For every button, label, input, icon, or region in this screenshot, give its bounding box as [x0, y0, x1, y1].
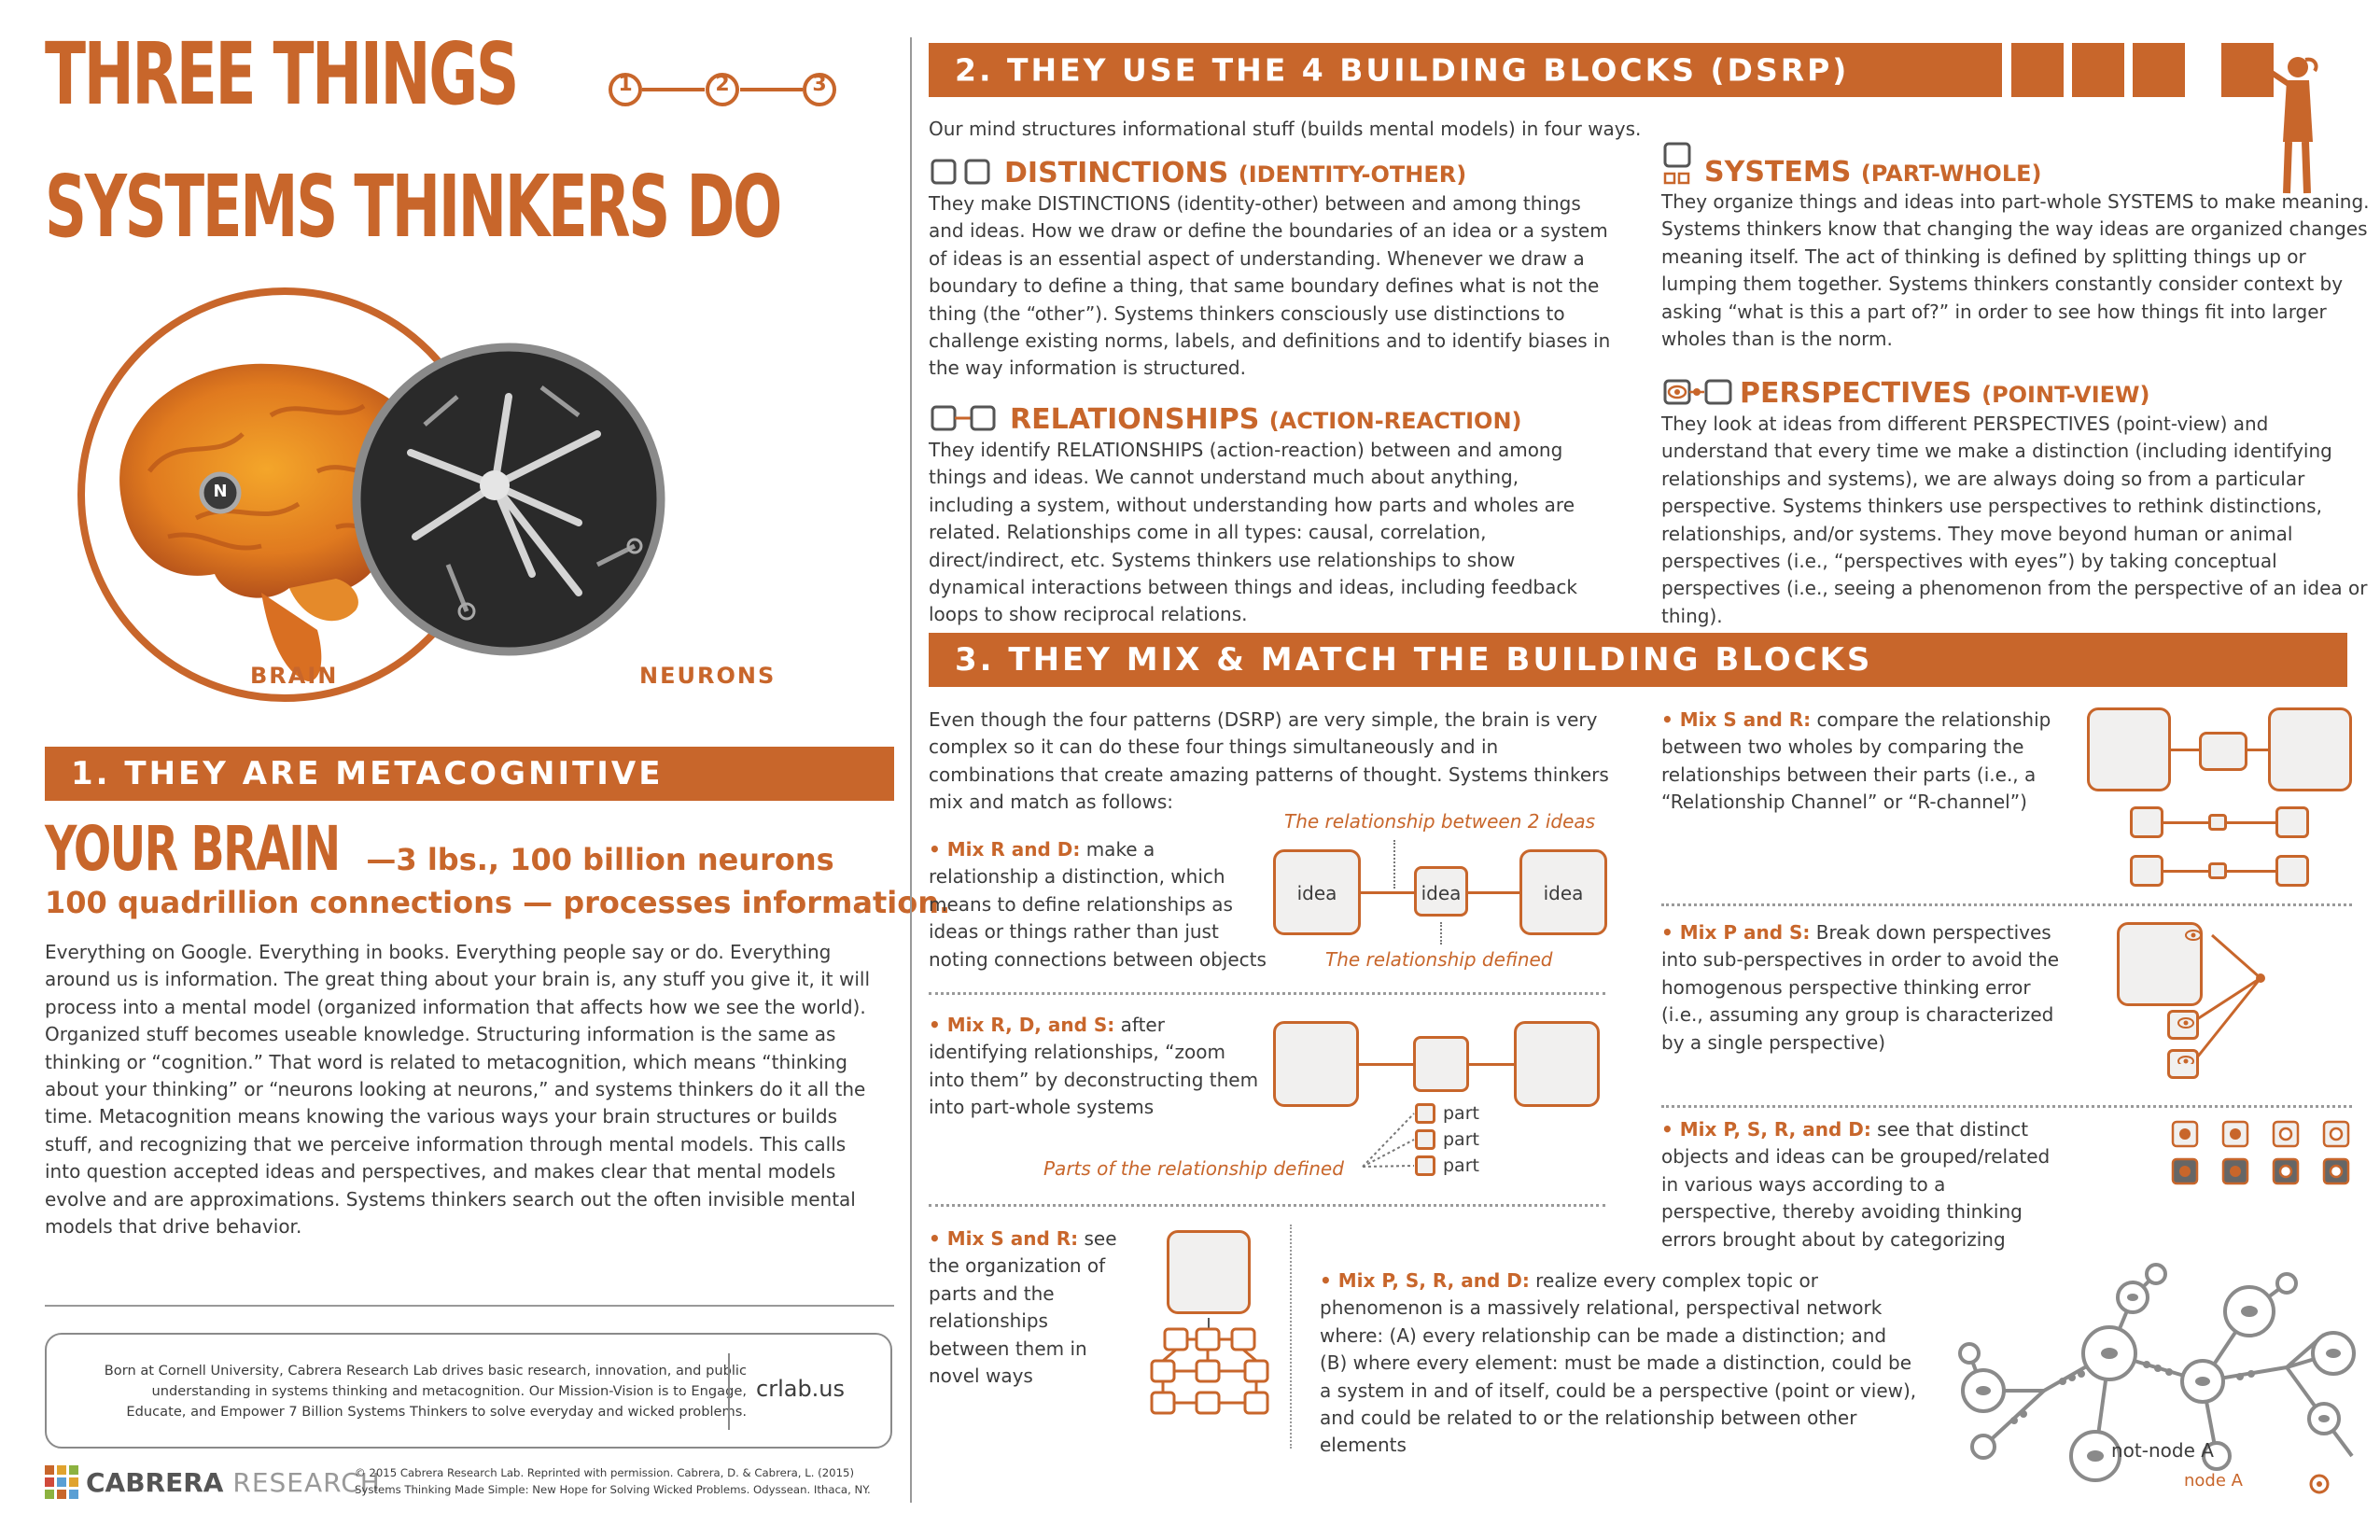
brain-label: BRAIN: [250, 663, 339, 689]
main-title-line1: THREE THINGS: [45, 24, 517, 124]
mix-rds-desc: after identifying relationships, “zoom into them” by deconstructing them into part-whole systems: [929, 1014, 1259, 1119]
rchannel-part-2b: [2275, 855, 2309, 887]
mix-psrd-group-text: [1661, 1116, 2063, 1253]
heading-block-2: [2072, 43, 2124, 97]
your-brain-stats: —3 lbs., 100 billion neurons: [366, 842, 834, 877]
rd-idea-left: idea: [1296, 882, 1337, 904]
section2-intro: Our mind structures informational stuff (builds mental models) in four ways.: [929, 118, 1642, 140]
perspectives-sub: (POINT-VIEW): [1981, 382, 2150, 408]
step-1: 1: [618, 73, 633, 96]
mix-psrd-network-desc: realize every complex topic or phenomenon is a massively relational, perspectival network where: (A) every relationship can be made a distinction; and (B) where every element: must be made a distinction, could be a system in and of itself, could be a perspective (point or view), and could be related to or the relationship between other elements: [1320, 1269, 1917, 1457]
rd-relationship-box: [1414, 866, 1468, 917]
rd-idea-box-right: [1519, 849, 1607, 935]
sr-whole-box: [1167, 1230, 1251, 1314]
rchannel-part-1b: [2275, 806, 2309, 838]
distinctions-body: They make DISTINCTIONS (identity-other) between and among things and ideas. How we draw or define the boundaries of an idea or a system of ideas is an essential aspect of understanding. Whenever we draw a boundary to define a thing, that same boundary defines what is not the thing (the “other”). Systems thinkers consciously use distinctions to challenge existing norms, labels, and definitions and to identify biases in the way information is structured.: [929, 192, 1611, 380]
rds-connector-right: [1467, 1063, 1516, 1066]
rd-pointer-line: [1393, 840, 1395, 889]
rchannel-part-2mid: [2208, 862, 2227, 879]
footer-card: [45, 1333, 892, 1449]
your-brain-big: YOUR BRAIN: [45, 813, 340, 885]
relationship-icon: [931, 405, 998, 433]
neurons-label: NEURONS: [639, 663, 777, 689]
rds-part-label-3: part: [1443, 1155, 1479, 1176]
grouped-objects-grid: [2171, 1118, 2358, 1193]
perspectives-name: PERSPECTIVES: [1740, 377, 1972, 410]
section1-heading: 1. THEY ARE METACOGNITIVE: [71, 755, 664, 792]
rd-label-top: The relationship between 2 ideas: [1284, 810, 1596, 833]
relationships-title: [1010, 403, 1522, 436]
brain-marker: N: [213, 482, 228, 501]
distinctions-sub: (IDENTITY-OTHER): [1238, 161, 1467, 188]
perspectival-network-diagram: [1932, 1260, 2371, 1503]
footer-blurb: Born at Cornell University, Cabrera Research Lab drives basic research, innovation, and public understanding in systems thinking and metacognition. Our Mission-Vision is to Engage, Educate, and Empower 7 Billion Systems Thinkers to solve everyday and wicked problems.: [104, 1363, 747, 1420]
perspectives-body: They look at ideas from different PERSPECTIVES (point-view) and understand that every time we make a distinction (including identifying relationships and systems), we are always doing so from a particular perspective. Systems thinkers use perspectives to rethink distinctions, relationships, and/or systems. They move beyond human or animal perspectives (i.e., “perspectives with eyes”) by taking conceptual perspectives (i.e., seeing a phenomenon from the perspective of an idea or thing).: [1661, 413, 2368, 627]
rds-connector-left: [1359, 1063, 1415, 1066]
rchannel-whole-left: [2087, 707, 2171, 791]
ps-perspective-lines: [2175, 924, 2268, 1064]
rd-connector-left: [1361, 891, 1417, 894]
systems-title: [1704, 156, 2042, 189]
heading-block-1: [2011, 43, 2064, 97]
not-node-label: not-node A: [2111, 1439, 2214, 1462]
system-icon: [1663, 142, 1695, 189]
mix-psrd-group-head: • Mix P, S, R, and D:: [1661, 1118, 1871, 1141]
section1-heading-bar: [45, 747, 894, 801]
rd-idea-right: idea: [1543, 882, 1584, 904]
step-2: 2: [715, 73, 730, 96]
logo-light: RESEARCH: [223, 1467, 381, 1498]
mix-sr-left-desc: see the organization of parts and the relationships between them in novel ways: [929, 1227, 1117, 1388]
distinctions-name: DISTINCTIONS: [1004, 157, 1229, 189]
rd-pointer-line-bottom: [1440, 922, 1442, 945]
rchannel-relationship: [2199, 732, 2247, 771]
mix-psrd-network-head: • Mix P, S, R, and D:: [1320, 1269, 1530, 1292]
mix-sr-left-head: • Mix S and R:: [929, 1227, 1079, 1250]
section3-heading-bar: [929, 633, 2347, 687]
rds-label: Parts of the relationship defined: [1043, 1157, 1344, 1180]
distinctions-title: [1004, 157, 1466, 189]
copyright-line2: Systems Thinking Made Simple: New Hope for Solving Wicked Problems. Odyssean. Ithaca, NY.: [355, 1483, 871, 1496]
neuron-illustration: [357, 347, 661, 651]
distinction-icon: [931, 159, 992, 187]
rchannel-whole-right: [2268, 707, 2352, 791]
footer-url[interactable]: crlab.us: [756, 1376, 846, 1402]
cabrera-logo-text: [86, 1467, 381, 1498]
systems-sub: (PART-WHOLE): [1860, 161, 2042, 187]
mix-r-and-d-head: • Mix R and D:: [929, 838, 1081, 861]
mix-ps-head: • Mix P and S:: [1661, 921, 1811, 944]
mix-ps-text: [1661, 919, 2072, 1057]
separator-2: [929, 1204, 1605, 1207]
rchannel-connector-right: [2246, 749, 2270, 751]
heading-block-4: [2221, 43, 2274, 97]
copyright-line1: © 2015 Cabrera Research Lab. Reprinted with permission. Cabrera, D. & Cabrera, L. (2015): [355, 1466, 855, 1479]
rd-idea-middle: idea: [1421, 882, 1462, 904]
step-3: 3: [812, 73, 827, 96]
heading-block-3: [2133, 43, 2185, 97]
rds-part-label-1: part: [1443, 1103, 1479, 1124]
cabrera-logo-icon: [45, 1465, 78, 1499]
mix-sr-right-head: • Mix S and R:: [1661, 708, 1812, 731]
rd-label-bottom: The relationship defined: [1325, 948, 1553, 971]
relationships-name: RELATIONSHIPS: [1010, 403, 1260, 436]
footer-divider: [45, 1305, 894, 1307]
mix-r-and-d-text: [929, 836, 1269, 973]
section1-body: Everything on Google. Everything in books. Everything people say or do. Everything around us is information. The great thing about your brain is, any stuff you give it, it will process into a mental model (organized information that affects how we see the world). Organized stuff becomes useable knowledge. Structuring information is the same as thinking or “cognition.” That word is related to metacognition, which means “thinking about your thinking” or “neurons looking at neurons,” and systems thinkers do it all the time. Metacognition means knowing the various ways your brain structures or builds stuff, and recognizing that we perceive information through mental models. This calls into question accepted ideas and perspectives, and makes clear that mental models evolve and are approximations. Systems thinkers search out the often invisible mental models that drive behavior.: [45, 941, 871, 1239]
mix-sr-left-text: [929, 1225, 1134, 1390]
systems-body: They organize things and ideas into part-whole SYSTEMS to make meaning. Systems thinkers know that changing the way ideas are organized changes meaning itself. The act of thinking is defined by splitting things up or lumping them together. Systems thinkers constantly consider context by asking “what is this a part of?” in order to see how things fit into larger wholes than is the norm.: [1661, 190, 2370, 351]
mix-psrd-network-text: [1320, 1267, 1917, 1460]
rd-idea-box-left: [1273, 849, 1361, 935]
sr-parts-network: [1146, 1316, 1277, 1419]
rchannel-part-2a: [2130, 855, 2163, 887]
separator-vertical: [1290, 1225, 1292, 1449]
node-a-label: node A: [2184, 1471, 2243, 1491]
person-holding-box-icon: [2268, 49, 2324, 198]
brain-neurons-figure: [56, 285, 896, 714]
mix-r-and-d-desc: make a relationship a distinction, which means to define relationships as ideas or things rather than just noting connections between objects: [929, 838, 1267, 971]
mix-psrd-group-desc: see that distinct objects and ideas can be grouped/related in various ways according to a perspective, thereby avoiding thinking errors brought about by categorizing: [1661, 1118, 2051, 1251]
column-divider: [910, 37, 912, 1503]
rds-box-right: [1514, 1021, 1600, 1107]
rchannel-connector-left: [2171, 749, 2199, 751]
rds-relationship-box: [1413, 1036, 1469, 1092]
section3-intro: Even though the four patterns (DSRP) are very simple, the brain is very complex so it can do these four things simultaneously and in combinations that create amazing patterns of thought. Systems thinkers mix and match as follows:: [929, 708, 1609, 814]
footer-divider-vertical: [728, 1353, 730, 1430]
relationships-sub: (ACTION-REACTION): [1268, 408, 1522, 434]
logo-bold: CABRERA: [86, 1467, 224, 1498]
section2-heading-bar: [929, 43, 2002, 97]
mix-sr-right-desc: compare the relationship between two wholes by comparing the relationships between their parts (i.e., a “Relationship Channel” or “R-channel”): [1661, 708, 2051, 814]
systems-name: SYSTEMS: [1704, 156, 1852, 189]
section3-heading: 3. THEY MIX & MATCH THE BUILDING BLOCKS: [955, 641, 1873, 679]
mix-rds-text: [929, 1012, 1265, 1122]
separator-1: [929, 992, 1605, 995]
rds-pointer-lines: [1358, 1109, 1419, 1174]
mix-ps-desc: Break down perspectives into sub-perspectives in order to avoid the homogenous perspective thinking error (i.e., assuming any group is characterized by a single perspective): [1661, 921, 2060, 1054]
main-title-line2: SYSTEMS THINKERS DO: [45, 157, 780, 257]
mix-rds-head: • Mix R, D, and S:: [929, 1014, 1115, 1036]
rds-part-label-2: part: [1443, 1129, 1479, 1150]
separator-4: [1661, 1105, 2352, 1108]
rchannel-part-1mid: [2208, 814, 2227, 831]
your-brain-lead: [45, 813, 834, 889]
rchannel-part-1a: [2130, 806, 2163, 838]
separator-3: [1661, 903, 2352, 906]
perspective-eye-icon: [1663, 379, 1734, 407]
perspectives-title: [1740, 377, 2149, 410]
rds-box-left: [1273, 1021, 1359, 1107]
relationships-body: They identify RELATIONSHIPS (action-reaction) between and among things and ideas. We cannot understand much about anything, including a system, without understanding how parts and wholes are related. Relationships come in all types: causal, correlation, direct/indirect, etc. Systems thinkers use relationships to show dynamical interactions between things and ideas, including feedback loops to show reciprocal relations.: [929, 439, 1577, 626]
your-brain-connections: 100 quadrillion connections — processes information.: [45, 885, 951, 920]
section2-heading: 2. THEY USE THE 4 BUILDING BLOCKS (DSRP): [955, 51, 1850, 89]
mix-sr-right-text: [1661, 707, 2072, 817]
